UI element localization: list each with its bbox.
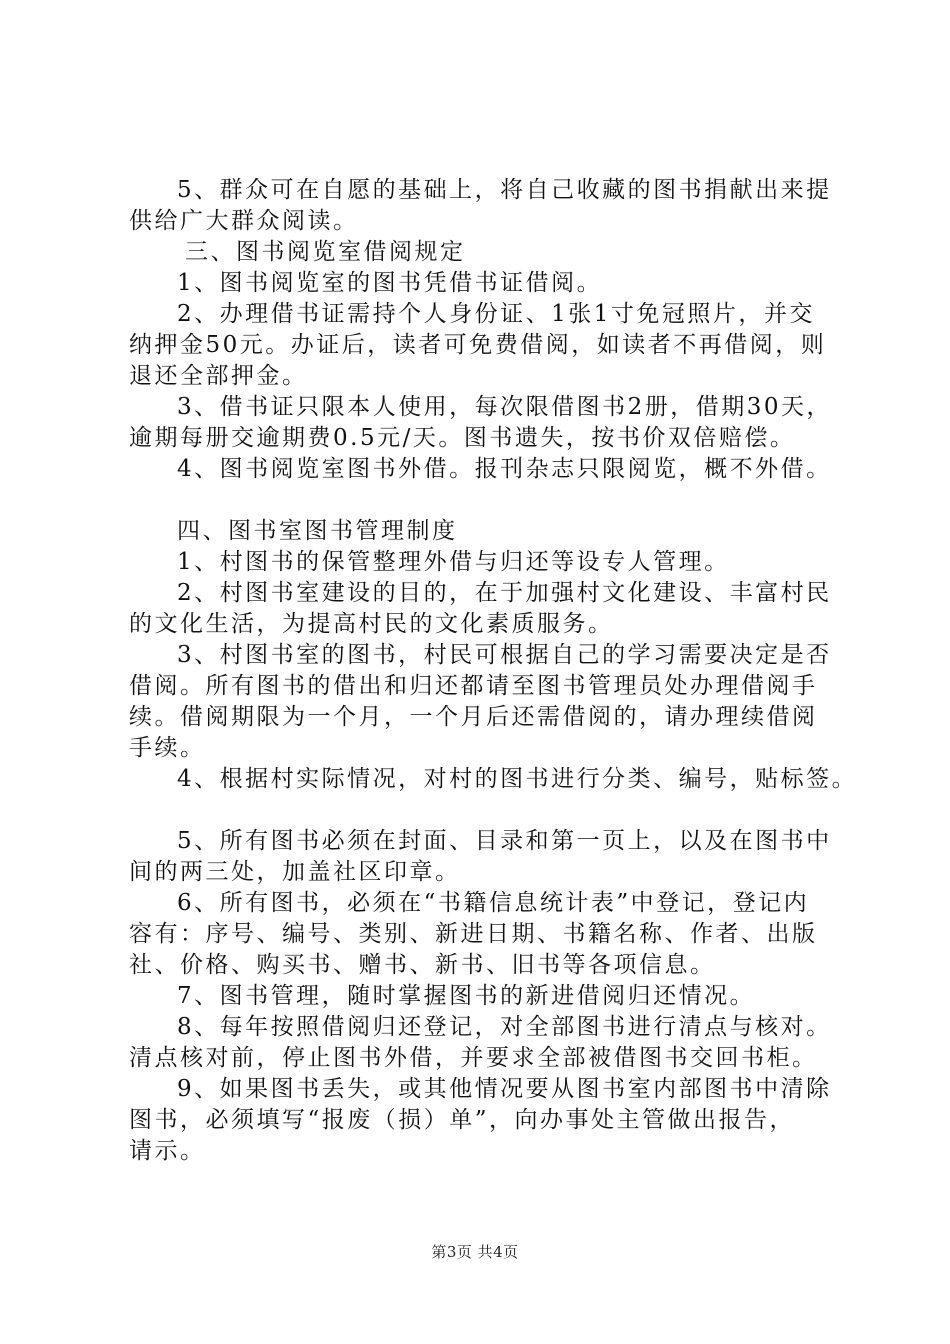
paragraph-line: 1、村图书的保管整理外借与归还等设专人管理。 [177, 549, 730, 575]
paragraph-line: 1、图书阅览室的图书凭借书证借阅。 [177, 270, 603, 296]
paragraph-line: 借阅。所有图书的借出和归还都请至图书管理员处办理借阅手 [129, 673, 818, 699]
paragraph-line: 续。借阅期限为一个月，一个月后还需借阅的，请办理续借阅 [129, 704, 818, 730]
paragraph-line: 5、所有图书必须在封面、目录和第一页上，以及在图书中 [177, 828, 832, 854]
section-heading: 四、图书室图书管理制度 [177, 518, 458, 544]
paragraph-line: 退还全部押金。 [129, 363, 308, 389]
paragraph-line: 手续。 [129, 735, 206, 761]
paragraph-line: 请示。 [129, 1138, 206, 1164]
paragraph-line: 5、群众可在自愿的基础上，将自己收藏的图书捐献出来提 [177, 177, 832, 203]
paragraph-line: 图书，必须填写“报废（损）单”，向办事处主管做出报告， [129, 1107, 796, 1133]
paragraph-line: 7、图书管理，随时掌握图书的新进借阅归还情况。 [177, 983, 756, 1009]
paragraph-line: 逾期每册交逾期费0.5元/天。图书遗失，按书价双倍赔偿。 [129, 425, 796, 451]
paragraph-line: 9、如果图书丢失，或其他情况要从图书室内部图书中清除 [177, 1076, 832, 1102]
paragraph-line: 纳押金50元。办证后，读者可免费借阅，如读者不再借阅，则 [129, 332, 827, 358]
paragraph-line: 3、村图书室的图书，村民可根据自己的学习需要决定是否 [177, 642, 832, 668]
paragraph-line: 容有：序号、编号、类别、新进日期、书籍名称、作者、出版 [129, 921, 818, 947]
paragraph-line: 2、村图书室建设的目的，在于加强村文化建设、丰富村民 [177, 580, 832, 606]
paragraph-line: 2、办理借书证需持个人身份证、1张1寸免冠照片，并交 [177, 301, 815, 327]
paragraph-line: 供给广大群众阅读。 [129, 208, 359, 234]
paragraph-line: 清点核对前，停止图书外借，并要求全部被借图书交回书柜。 [129, 1045, 818, 1071]
paragraph-line: 间的两三处，加盖社区印章。 [129, 859, 461, 885]
paragraph-line: 社、价格、购买书、赠书、新书、旧书等各项信息。 [129, 952, 716, 978]
paragraph-line: 4、图书阅览室图书外借。报刊杂志只限阅览，概不外借。 [177, 456, 832, 482]
paragraph-line: 4、根据村实际情况，对村的图书进行分类、编号，贴标签。 [177, 766, 858, 792]
paragraph-line: 3、借书证只限本人使用，每次限借图书2册，借期30天， [177, 394, 833, 420]
paragraph-line: 6、所有图书，必须在“书籍信息统计表”中登记，登记内 [177, 890, 810, 916]
section-heading: 三、图书阅览室借阅规定 [185, 239, 466, 265]
paragraph-line: 8、每年按照借阅归还登记，对全部图书进行清点与核对。 [177, 1014, 832, 1040]
paragraph-line: 的文化生活，为提高村民的文化素质服务。 [129, 611, 614, 637]
page-number-footer: 第3页 共4页 [431, 1243, 519, 1261]
